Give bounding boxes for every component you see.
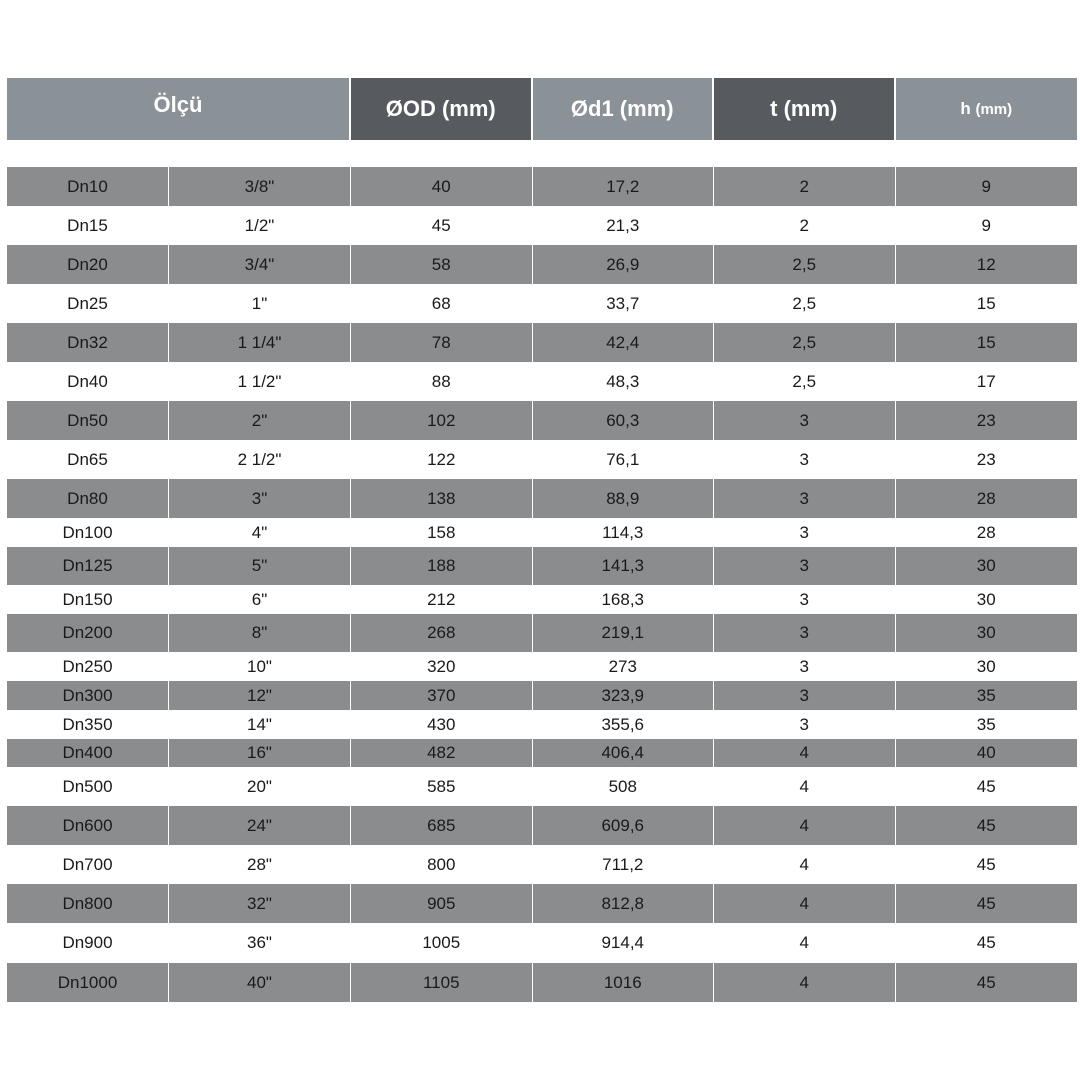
cell-t: 4 (714, 806, 896, 845)
cell-d1: 17,2 (533, 167, 715, 206)
cell-dn: Dn15 (7, 206, 169, 245)
table-row (7, 923, 1077, 963)
cell-h: 30 (976, 623, 996, 642)
cell-h: 45 (976, 815, 996, 835)
cell-d1: 168,3 (533, 585, 715, 614)
cell-t: 4 (714, 767, 896, 806)
cell-od: 268 (351, 614, 533, 652)
cell-od: 685 (351, 806, 533, 845)
cell-dn: Dn100 (7, 518, 169, 547)
cell-d1: 42,4 (533, 323, 715, 362)
cell-t: 3 (714, 710, 896, 739)
cell-od: 88 (351, 362, 533, 401)
cell-dn: Dn40 (7, 362, 169, 401)
cell-dn: Dn65 (7, 440, 169, 479)
cell-h: 28 (976, 488, 996, 508)
cell-inch: 36" (169, 923, 351, 963)
cell-h: 45 (976, 972, 996, 992)
cell-h: 35 (976, 685, 996, 705)
cell-inch: 2 1/2" (169, 440, 351, 479)
table-row (7, 767, 1077, 806)
table-row (7, 362, 1077, 401)
cell-t: 2,5 (714, 245, 896, 284)
cell-d1: 114,3 (533, 518, 715, 547)
cell-d1: 508 (533, 767, 715, 806)
cell-inch: 16" (169, 739, 351, 767)
cell-d1: 273 (533, 652, 715, 681)
cell-h: 17 (976, 371, 996, 391)
cell-inch: 24" (169, 806, 351, 845)
cell-h: 15 (976, 293, 996, 313)
cell-h: 23 (976, 449, 996, 469)
cell-inch: 5" (169, 547, 351, 585)
cell-t: 4 (714, 923, 896, 963)
cell-od: 430 (351, 710, 533, 739)
cell-h: 45 (976, 933, 996, 952)
cell-dn: Dn250 (7, 652, 169, 681)
cell-d1: 1016 (533, 963, 715, 1002)
cell-od: 40 (351, 167, 533, 206)
cell-t: 3 (714, 440, 896, 479)
cell-d1: 33,7 (533, 284, 715, 323)
cell-inch: 32" (169, 884, 351, 923)
cell-t: 2 (714, 167, 896, 206)
cell-od: 188 (351, 547, 533, 585)
cell-h: 45 (976, 776, 996, 796)
cell-h: 45 (976, 854, 996, 874)
cell-d1: 26,9 (533, 245, 715, 284)
cell-d1: 76,1 (533, 440, 715, 479)
cell-inch: 12" (169, 681, 351, 710)
cell-d1: 60,3 (533, 401, 715, 440)
cell-d1: 141,3 (533, 547, 715, 585)
table-row (7, 547, 1077, 585)
header-h (896, 78, 1078, 140)
cell-inch: 3/4" (169, 245, 351, 284)
cell-dn: Dn150 (7, 585, 169, 614)
header-h-label: h (960, 99, 971, 118)
header-olcu: Ölçü (7, 78, 351, 140)
cell-dn: Dn900 (7, 923, 169, 963)
cell-d1: 914,4 (533, 923, 715, 963)
table-row (7, 323, 1077, 362)
cell-h: 9 (981, 215, 991, 235)
cell-t: 2,5 (714, 323, 896, 362)
header-od: ØOD (mm) (351, 78, 533, 140)
cell-od: 102 (351, 401, 533, 440)
cell-od: 68 (351, 284, 533, 323)
cell-dn: Dn400 (7, 739, 169, 767)
cell-d1: 21,3 (533, 206, 715, 245)
cell-od: 320 (351, 652, 533, 681)
table-row (7, 479, 1077, 518)
cell-inch: 28" (169, 845, 351, 884)
header-h-unit: (mm) (975, 100, 1013, 118)
cell-inch: 10" (169, 652, 351, 681)
cell-d1: 88,9 (533, 479, 715, 518)
cell-t: 3 (714, 614, 896, 652)
cell-t: 3 (714, 401, 896, 440)
cell-d1: 812,8 (533, 884, 715, 923)
cell-inch: 1" (169, 284, 351, 323)
cell-d1: 219,1 (533, 614, 715, 652)
cell-h: 23 (976, 410, 996, 430)
cell-dn: Dn32 (7, 323, 169, 362)
cell-inch: 3" (169, 479, 351, 518)
table-row (7, 884, 1077, 923)
table-row (7, 806, 1077, 845)
cell-inch: 3/8" (169, 167, 351, 206)
cell-od: 370 (351, 681, 533, 710)
cell-inch: 1 1/2" (169, 362, 351, 401)
cell-d1: 711,2 (533, 845, 715, 884)
cell-od: 45 (351, 206, 533, 245)
table-row (7, 440, 1077, 479)
cell-h: 9 (981, 176, 991, 196)
cell-t: 3 (714, 547, 896, 585)
cell-inch: 14" (169, 710, 351, 739)
cell-od: 122 (351, 440, 533, 479)
cell-t: 4 (714, 739, 896, 767)
cell-inch: 40" (169, 963, 351, 1002)
table-row (7, 284, 1077, 323)
cell-dn: Dn700 (7, 845, 169, 884)
table-row (7, 245, 1077, 284)
cell-inch: 1/2" (169, 206, 351, 245)
cell-od: 905 (351, 884, 533, 923)
table-row (7, 614, 1077, 652)
cell-t: 3 (714, 518, 896, 547)
header-gap (7, 140, 1077, 167)
cell-od: 158 (351, 518, 533, 547)
cell-dn: Dn80 (7, 479, 169, 518)
cell-t: 2,5 (714, 362, 896, 401)
table-row (7, 206, 1077, 245)
cell-h: 15 (976, 332, 996, 352)
cell-t: 3 (714, 585, 896, 614)
cell-dn: Dn1000 (7, 963, 169, 1002)
cell-od: 800 (351, 845, 533, 884)
cell-h: 30 (976, 656, 996, 676)
dimension-table (7, 78, 1077, 1002)
table-row (7, 167, 1077, 206)
cell-dn: Dn500 (7, 767, 169, 806)
cell-od: 1105 (351, 963, 533, 1002)
cell-dn: Dn10 (7, 167, 169, 206)
table-header (7, 78, 1077, 140)
cell-inch: 4" (169, 518, 351, 547)
cell-od: 1005 (351, 923, 533, 963)
cell-t: 4 (714, 963, 896, 1002)
cell-inch: 6" (169, 585, 351, 614)
cell-t: 4 (714, 884, 896, 923)
cell-dn: Dn25 (7, 284, 169, 323)
cell-dn: Dn350 (7, 710, 169, 739)
cell-h: 30 (976, 556, 996, 575)
table-row (7, 710, 1077, 739)
cell-od: 138 (351, 479, 533, 518)
table-row (7, 845, 1077, 884)
cell-t: 3 (714, 652, 896, 681)
cell-t: 3 (714, 681, 896, 710)
cell-t: 2 (714, 206, 896, 245)
cell-inch: 8" (169, 614, 351, 652)
table-body (7, 167, 1077, 1002)
cell-od: 212 (351, 585, 533, 614)
table-row (7, 739, 1077, 767)
table-row (7, 401, 1077, 440)
cell-inch: 2" (169, 401, 351, 440)
cell-d1: 406,4 (533, 739, 715, 767)
table-row (7, 652, 1077, 681)
cell-dn: Dn300 (7, 681, 169, 710)
cell-t: 3 (714, 479, 896, 518)
cell-od: 58 (351, 245, 533, 284)
cell-inch: 1 1/4" (169, 323, 351, 362)
cell-h: 40 (976, 743, 996, 762)
header-d1: Ød1 (mm) (533, 78, 715, 140)
cell-dn: Dn200 (7, 614, 169, 652)
header-t: t (mm) (714, 78, 896, 140)
cell-h: 45 (976, 893, 996, 913)
table-row (7, 681, 1077, 710)
table-row (7, 585, 1077, 614)
cell-d1: 609,6 (533, 806, 715, 845)
cell-dn: Dn50 (7, 401, 169, 440)
cell-inch: 20" (169, 767, 351, 806)
cell-d1: 323,9 (533, 681, 715, 710)
cell-od: 585 (351, 767, 533, 806)
cell-d1: 355,6 (533, 710, 715, 739)
cell-od: 78 (351, 323, 533, 362)
cell-d1: 48,3 (533, 362, 715, 401)
cell-h: 28 (976, 522, 996, 542)
cell-dn: Dn125 (7, 547, 169, 585)
cell-h: 12 (976, 254, 996, 274)
cell-h: 35 (976, 714, 996, 734)
table-row (7, 518, 1077, 547)
cell-t: 4 (714, 845, 896, 884)
cell-dn: Dn800 (7, 884, 169, 923)
cell-dn: Dn20 (7, 245, 169, 284)
cell-h: 30 (976, 589, 996, 609)
cell-dn: Dn600 (7, 806, 169, 845)
table-row (7, 963, 1077, 1002)
cell-t: 2,5 (714, 284, 896, 323)
cell-od: 482 (351, 739, 533, 767)
